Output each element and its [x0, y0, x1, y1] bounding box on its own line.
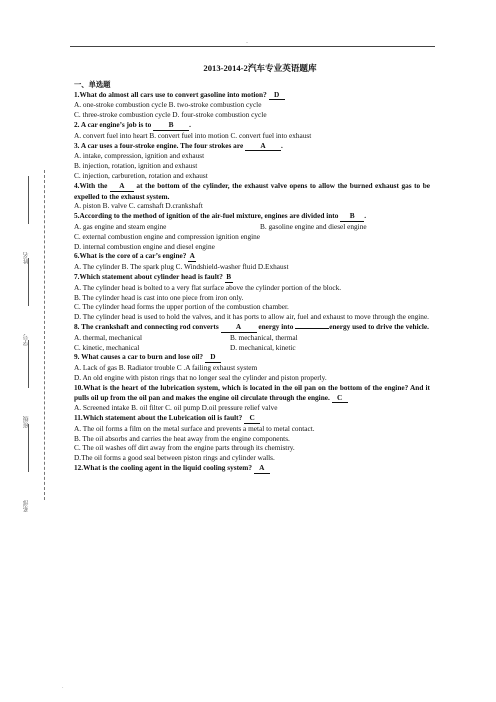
question-4-options: A. piston B. valve C. camshaft D.crankshaft: [74, 201, 203, 211]
question-8-answer: A: [221, 322, 257, 333]
side-name-field: [18, 176, 42, 264]
question-5: [74, 211, 430, 222]
question-7-option-b: B. The cylinder head is cast into one piece from iron only.: [74, 292, 244, 302]
question-11-answer: C: [244, 413, 260, 424]
question-7-option-d: D. The cylinder head is used to hold the valves, and it has ports to allow air, fuel and exhaust to move through the engine.: [74, 312, 430, 322]
question-11-option-d: D.The oil forms a good seal between piston rings and cylinder walls.: [74, 453, 275, 463]
footer-mark: .: [62, 684, 64, 690]
question-6-options: A. The cylinder B. The spark plug C. Windshield-washer fluid D.Exhaust: [74, 262, 289, 272]
side-id-label: 学号: [23, 334, 30, 346]
question-5-option-c: C. external combustion engine and compression ignition engine: [74, 231, 261, 241]
question-12-text: 12.What is the cooling agent in the liquid cooling system?: [74, 463, 254, 473]
question-10-options: A. Screened intake B. oil filter C. oil pump D.oil pressure relief valve: [74, 403, 278, 413]
question-2-end: .: [189, 119, 191, 129]
question-1-text: 1.What do almost all cars use to convert gasoline into motion?: [74, 89, 269, 99]
question-8-option-b: B. mechanical, thermal: [230, 332, 298, 342]
question-2-answer: B: [153, 120, 189, 131]
question-11: [74, 413, 430, 424]
side-class-field: [18, 340, 42, 428]
binding-line: [44, 170, 45, 500]
question-8-option-d: D. mechanical, kinetic: [230, 342, 296, 352]
question-8-blank: [295, 328, 329, 329]
question-1: [74, 90, 430, 101]
exam-content: [74, 64, 430, 474]
section-heading: 一、单选题: [74, 79, 111, 89]
question-3-answer: A: [245, 141, 281, 152]
question-12: [74, 463, 430, 474]
question-8-text: 8. The crankshaft and connecting rod converts: [74, 321, 221, 331]
question-3-text: 3. A car uses a four-stroke engine. The four strokes are: [74, 140, 246, 150]
question-6: [74, 251, 430, 262]
question-12-answer: A: [254, 463, 270, 474]
question-11-option-a: A. The oil forms a film on the metal surface and prevents a metal to metal contact.: [74, 423, 315, 433]
question-11-option-c: C. The oil washes off dirt away from the engine parts through its chemistry.: [74, 443, 295, 453]
question-5-answer: B: [340, 211, 364, 222]
question-7-text: 7.Which statement about cylinder head is fault?: [74, 271, 225, 281]
question-1-options-1: A. one-stroke combustion cycle B. two-stroke combustion cycle: [74, 100, 262, 110]
question-8-options-1: [74, 333, 430, 343]
question-9-options-2: D. An old engine with piston rings that no longer seal the cylinder and piston properly.: [74, 372, 327, 382]
question-9-options-1: A. Lack of gas B. Radiator trouble C .A failing exhaust system: [74, 363, 258, 373]
page-title: 2013-2014-2汽车专业英语题库: [203, 63, 317, 73]
question-9-answer: D: [205, 352, 221, 363]
question-8-mid: energy into: [256, 321, 296, 331]
question-4-end: at the bottom of the cylinder, the exhaust valve opens to allow the burned exhaust gas to be expelled to the exhaust system.: [74, 180, 430, 201]
question-4: [74, 181, 430, 202]
question-11-text: 11.Which statement about the Lubrication oil is fault?: [74, 413, 245, 423]
question-6-text: 6.What is the core of a car’s engine?: [74, 251, 189, 261]
side-class-label: 班级: [23, 416, 30, 428]
question-5-end: .: [364, 211, 367, 221]
header-rule: [70, 46, 435, 47]
question-3: [74, 141, 430, 152]
question-3-option-a: A. intake, compression, ignition and exhaust: [74, 151, 205, 161]
question-11-option-b: B. The oil absorbs and carries the heat away from the engine components.: [74, 433, 290, 443]
question-1-options-2: C. three-stroke combustion cycle D. four-stroke combustion cycle: [74, 110, 267, 120]
question-7-answer: B: [226, 271, 232, 281]
question-9: [74, 352, 430, 363]
question-10-answer: C: [332, 393, 348, 404]
header-mark: -: [246, 40, 248, 46]
question-5-option-d: D. internal combustion engine and diesel engine: [74, 241, 215, 251]
question-8: [74, 322, 430, 333]
question-3-end: .: [281, 140, 283, 150]
side-dept-label: 系部: [23, 500, 30, 512]
question-7: [74, 272, 430, 283]
question-3-option-c: C. injection, carburetion, rotation and exhaust: [74, 170, 208, 180]
question-8-options-2: [74, 343, 430, 353]
question-5-option-b: B. gasoline engine and diesel engine: [260, 221, 367, 231]
side-name-label: 姓名: [23, 252, 30, 264]
question-5-options-1: [74, 222, 430, 232]
question-2-options: A. convert fuel into heart B. convert fuel into motion C. convert fuel into exhaust: [74, 130, 312, 140]
question-5-text: 5.According to the method of ignition of the air-fuel mixture, engines are divided into: [74, 211, 341, 221]
question-7-option-c: C. The cylinder head forms the upper portion of the combustion chamber.: [74, 302, 289, 312]
question-4-text: 4.With the: [74, 180, 110, 190]
question-8-option-c: C. kinetic, mechanical: [74, 342, 140, 352]
question-2: [74, 120, 430, 131]
question-7-option-a: A. The cylinder head is bolted to a very flat surface above the cylinder portion of the block.: [74, 282, 342, 292]
question-5-option-a: A. gas engine and steam engine: [74, 221, 167, 231]
question-3-option-b: B. injection, rotation, ignition and exhaust: [74, 161, 198, 171]
question-10: [74, 383, 430, 404]
side-dept-field: [18, 424, 42, 512]
question-6-answer: A: [189, 251, 195, 261]
question-4-answer: A: [110, 181, 134, 192]
question-1-answer: D: [269, 90, 285, 101]
question-8-end: energy used to drive the vehicle.: [329, 321, 429, 331]
question-10-text: 10.What is the heart of the lubrication system, which is located in the oil pan on the bottom of the engine? And it pulls oil up from the oil pan and makes the engine oil circulate through the engine.: [74, 382, 430, 402]
question-2-text: 2. A car engine’s job is to: [74, 119, 154, 129]
side-id-field: [18, 258, 42, 346]
question-9-text: 9. What causes a car to burn and lose oil?: [74, 352, 205, 362]
question-8-option-a: A. thermal, mechanical: [74, 332, 143, 342]
